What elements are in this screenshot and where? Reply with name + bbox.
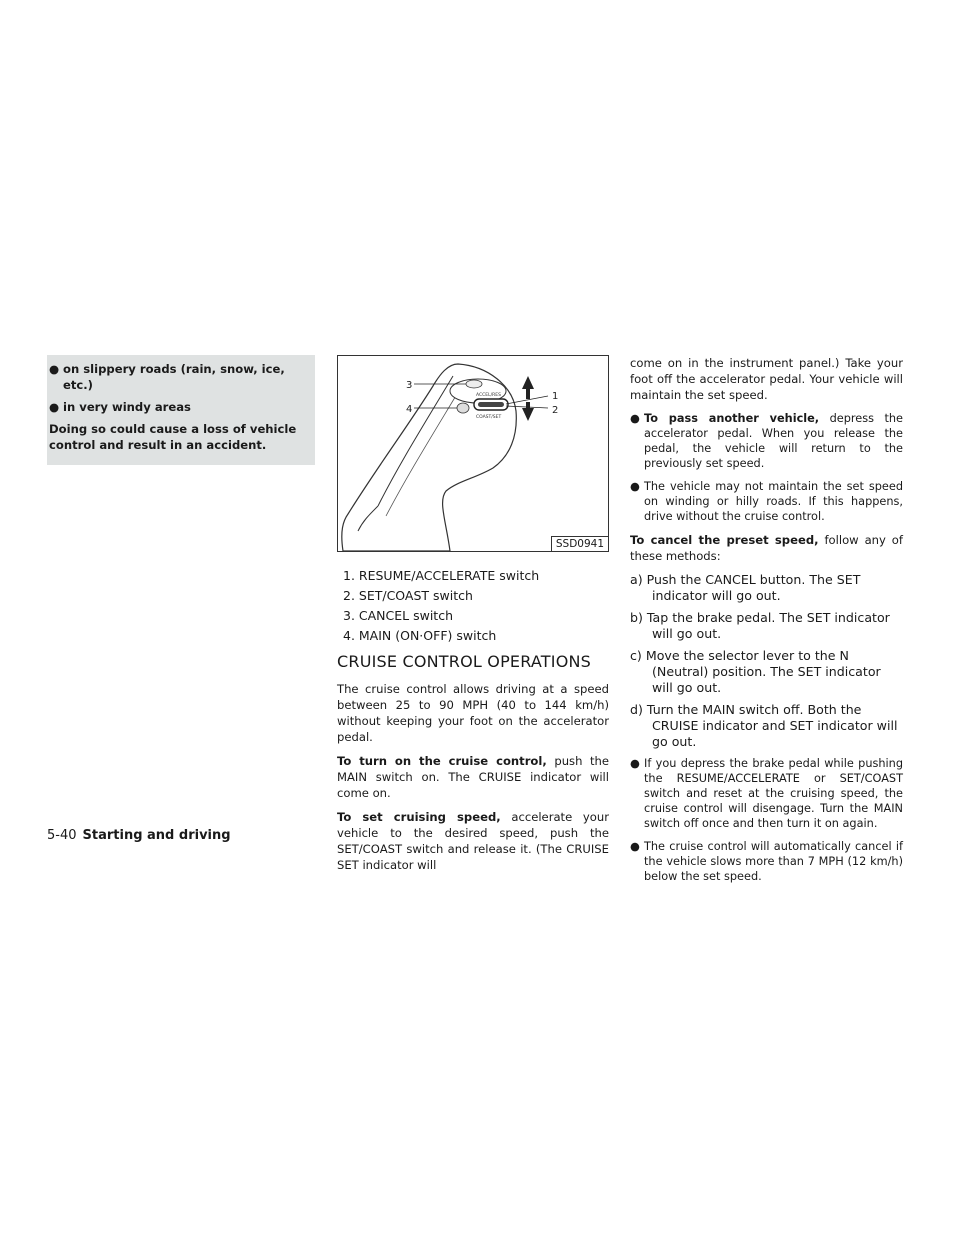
footer-section: Starting and driving <box>82 828 231 843</box>
cancel-step: a) Push the CANCEL button. The SET indicator will go out. <box>630 572 861 603</box>
coast-set-label: COAST/SET <box>476 415 502 420</box>
callout-3: 3 <box>406 380 413 391</box>
cancel-step: b) Tap the brake pedal. The SET indicator will go out. <box>630 610 890 641</box>
legend-item: 2. SET/COAST switch <box>343 588 473 603</box>
callout-1: 1 <box>552 391 559 402</box>
cancel-paragraph: To cancel the preset speed, follow any of these methods: <box>630 533 903 563</box>
cruise-switch-figure <box>337 355 609 552</box>
cancel-step: d) Turn the MAIN switch off. Both the CRUISE indicator and SET indicator will go out. <box>630 702 898 749</box>
callout-4: 4 <box>406 404 413 415</box>
right-column <box>630 355 903 892</box>
intro-paragraph: The cruise control allows driving at a speed between 25 to 90 MPH (40 to 144 km/h) without keeping your foot on the accelerator pedal. <box>337 682 609 744</box>
middle-column <box>337 355 609 881</box>
callout-2: 2 <box>552 405 559 416</box>
set-speed-paragraph: To set cruising speed, accelerate your vehicle to the desired speed, push the SET/COAST switch and release it. (The CRUISE SET indicator will <box>337 810 609 872</box>
set-speed-continued: come on in the instrument panel.) Take your foot off the accelerator pedal. Your vehicle will maintain the set speed. <box>630 356 903 402</box>
figure-code: SSD0941 <box>551 536 608 551</box>
figure-legend <box>337 566 609 646</box>
warning-text: Doing so could cause a loss of vehicle control and result in an accident. <box>49 422 297 452</box>
warning-bullet: ● in very windy areas <box>49 400 191 414</box>
accel-res-label: ACCEL/RES <box>476 393 501 398</box>
legend-item: 4. MAIN (ON·OFF) switch <box>343 628 497 643</box>
cancel-steps <box>630 572 903 750</box>
steering-switch-illustration <box>338 356 608 551</box>
page-number: 5-40 <box>47 828 77 843</box>
pass-bullet: ● To pass another vehicle, depress the accelerator pedal. When you release the pedal, the vehicle will return to the previously set speed. <box>630 412 903 470</box>
turn-on-paragraph: To turn on the cruise control, push the MAIN switch on. The CRUISE indicator will come on. <box>337 754 610 800</box>
legend-item: 3. CANCEL switch <box>343 608 453 623</box>
section-heading: CRUISE CONTROL OPERATIONS <box>337 652 592 671</box>
brake-note-bullet: ● If you depress the brake pedal while pushing the RESUME/ACCELERATE or SET/COAST switch and reset at the cruising speed, the cruise control will disengage. Turn the MAIN switch off once and then turn it on again. <box>630 757 903 830</box>
page-footer <box>47 828 231 843</box>
legend-item: 1. RESUME/ACCELERATE switch <box>343 568 540 583</box>
auto-cancel-bullet: ● The cruise control will automatically cancel if the vehicle slows more than 7 MPH (12 km/h) below the set speed. <box>630 840 903 883</box>
warning-box <box>47 355 315 465</box>
warning-bullet: ● on slippery roads (rain, snow, ice, etc.) <box>49 362 285 392</box>
cancel-step: c) Move the selector lever to the N (Neutral) position. The SET indicator will go out. <box>630 648 881 695</box>
winding-bullet: ● The vehicle may not maintain the set speed on winding or hilly roads. If this happens, drive without the cruise control. <box>630 480 903 523</box>
